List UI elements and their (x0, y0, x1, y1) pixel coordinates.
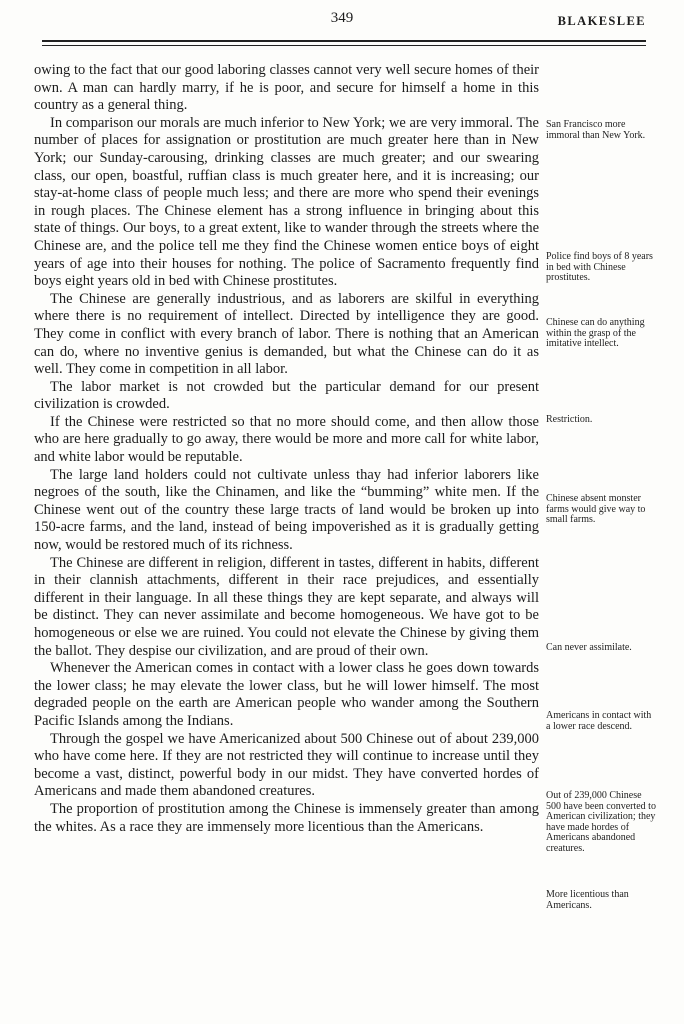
margin-note: Can never assimilate. (546, 642, 632, 653)
margin-note: Chinese can do anything within the grasp of the imitative intellect. (546, 317, 645, 350)
paragraph: The Chinese are different in religion, different in tastes, different in habits, different in their clannish attachments, different in their race prejudices, and essentially different in their language. In all these things they are kept separate, and always will be distinct. They can never assimilate and become homogeneous. We have got to be homogeneous or else we are ruined. You could not elevate the Chinese by giving them the ballot. They despise our civilization, and are proud of their own. (34, 554, 539, 659)
paragraph: In comparison our morals are much inferior to New York; we are very immoral. The number of places for assignation or prostitution are much greater here than in New York; our Sunday-carousing, drinking classes are much greater; and our swearing class, our open, boastful, ruffian class is much greater here, and it is increasing; our stay-at-home class of people much less; and there are more who spend their evenings in rough places. The Chinese element has a strong influence in bringing about this state of things. Our boys, to a great extent, like to wander through the streets where the Chinese are, and the police tell me they find the Chinese women entice boys of eight years of age into their houses for nothing. The police of Sacramento frequently find boys eight years old in bed with Chinese prostitutes. (34, 114, 539, 290)
paragraph: The Chinese are generally industrious, and as laborers are skilful in everything where there is no requirement of intellect. Directed by intelligence they are good. They come in conflict with every branch of labor. There is nothing that an American can do, where no inventive genius is demanded, but what the Chinese can do it as well. They come in competition in all labor. (34, 290, 539, 378)
margin-note: Police find boys of 8 years in bed with Chinese prostitutes. (546, 251, 653, 284)
margin-note: Restriction. (546, 414, 593, 425)
paragraph: The large land holders could not cultivate unless thay had inferior laborers like negroes of the south, like the Chinamen, and like the “bumming” white men. If the Chinese went out of the country these large tracts of land would be broken up into 150-acre farms, and the land, instead of being impoverished as it is gradually getting now, would be restored much of its richness. (34, 466, 539, 554)
body-text (34, 62, 539, 836)
margin-note: More licentious than Americans. (546, 889, 629, 911)
margin-note: Out of 239,000 Chinese 500 have been converted to American civilization; they have made hordes of Americans abandoned creatures. (546, 790, 656, 854)
paragraph: owing to the fact that our good laboring classes cannot very well secure homes of their own. A man can hardly marry, if he is poor, and secure for himself a home in this country as a general thing. (34, 62, 539, 114)
page-number: 349 (330, 10, 354, 26)
running-head: BLAKESLEE (557, 14, 646, 28)
paragraph: Whenever the American comes in contact with a lower class he goes down towards the lower class; he may elevate the lower class, but he will lower himself. The most degraded people on the earth are American people who wander among the Southern Pacific Islands among the Indians. (34, 660, 539, 729)
margin-note: Chinese absent monster farms would give way to small farms. (546, 493, 646, 526)
paragraph: Through the gospel we have Americanized about 500 Chinese out of about 239,000 who have come here. If they are not restricted they will continue to increase until they become a vast, distinct, powerful body in our midst. They have converted hordes of Americans and made them abandoned creatures. (34, 730, 539, 800)
header-rule-thick (42, 40, 646, 42)
paragraph: The labor market is not crowded but the particular demand for our present civilization is crowded. (34, 378, 539, 413)
margin-note: San Francisco more immoral than New York. (546, 119, 646, 141)
paragraph: If the Chinese were restricted so that no more should come, and then allow those who are here gradually to go away, there would be more and more call for white labor, and white labor would be reputable. (34, 413, 539, 466)
margin-note: Americans in contact with a lower race descend. (546, 710, 652, 732)
header-rule-thin (42, 45, 646, 46)
paragraph: The proportion of prostitution among the Chinese is immensely greater than among the whites. As a race they are immensely more licentious than the Americans. (34, 800, 539, 835)
